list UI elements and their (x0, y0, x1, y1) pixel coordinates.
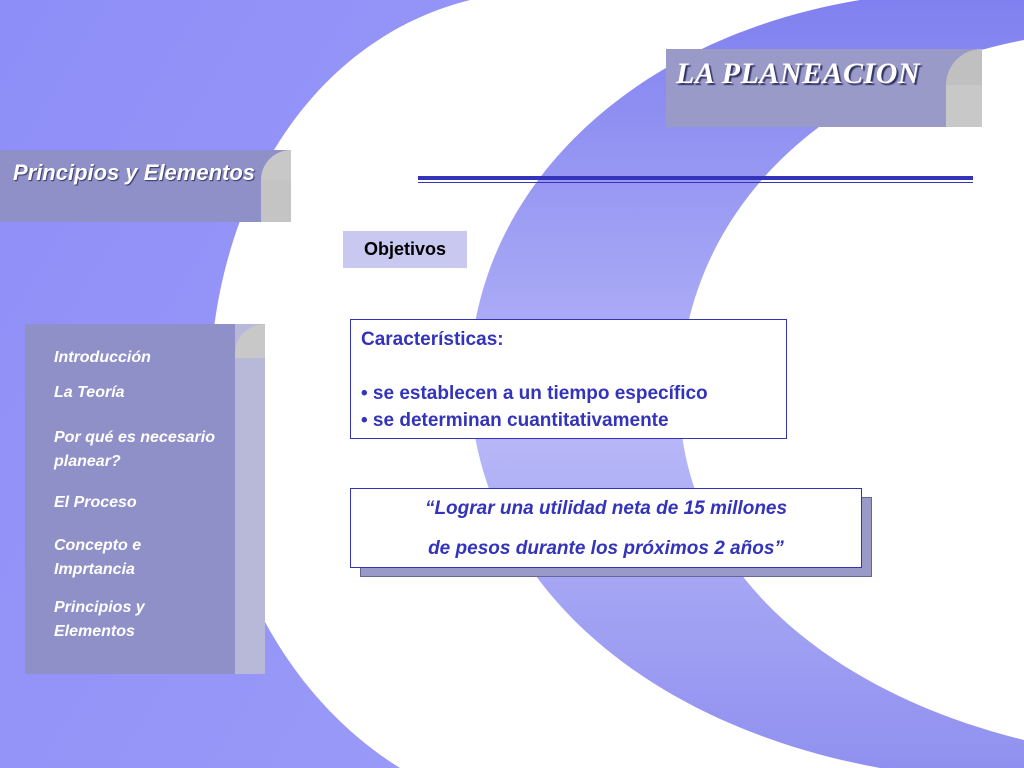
section-title: Principios y Elementos (12, 160, 256, 185)
title-rule-thin (418, 182, 973, 183)
title-panel-tab (946, 85, 982, 127)
nav-item-principios[interactable]: Principios y Elementos (54, 599, 145, 640)
title-rule (418, 176, 973, 180)
nav-panel (25, 324, 265, 674)
title-panel (666, 49, 982, 127)
quote-line: “Lograr una utilidad neta de 15 millones (424, 498, 788, 519)
caracteristicas-box (350, 319, 787, 439)
nav-item-la-teoria[interactable]: La Teoría (54, 384, 125, 401)
nav-item-por-que-planear[interactable]: Por qué es necesario planear? (54, 429, 215, 470)
section-panel (0, 150, 291, 222)
nav-item-el-proceso[interactable]: El Proceso (54, 494, 137, 511)
slide-title: LA PLANEACION (676, 57, 921, 90)
spacer (361, 353, 776, 380)
caracteristicas-heading: Características: (361, 329, 504, 350)
quote-line: de pesos durante los próximos 2 años” (428, 538, 784, 559)
quote-box (350, 488, 862, 568)
caracteristica-bullet: • se establecen a un tiempo específico (361, 383, 708, 404)
nav-item-concepto[interactable]: Concepto e Imprtancia (54, 537, 142, 578)
objetivos-label: Objetivos (343, 231, 467, 268)
nav-panel-strip (235, 324, 265, 674)
title-panel-corner (946, 49, 982, 85)
nav-item-introduccion[interactable]: Introducción (54, 349, 151, 366)
caracteristica-bullet: • se determinan cuantitativamente (361, 410, 669, 431)
